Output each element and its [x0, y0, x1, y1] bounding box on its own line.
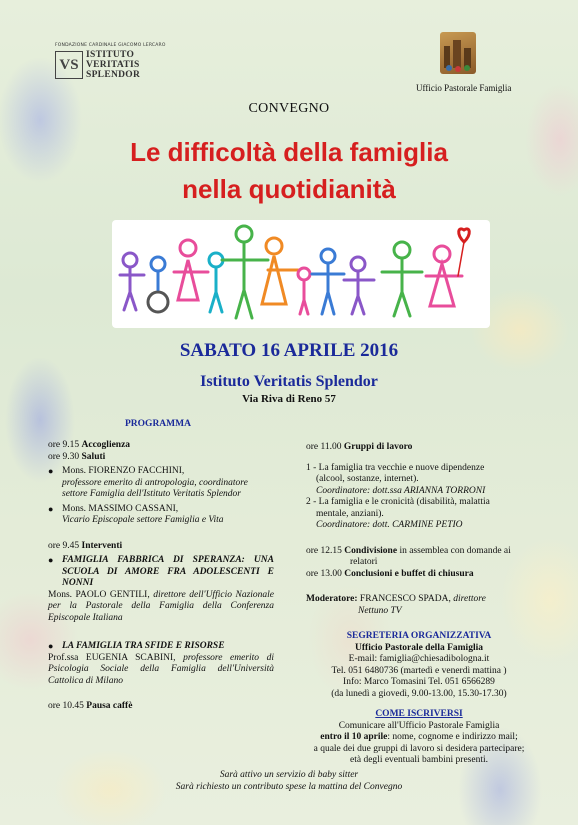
programme-heading: PROGRAMMA — [125, 419, 191, 429]
talk-1-speaker: Mons. PAOLO GENTILI, direttore dell'Ufficio Nazionale per la Pastorale della Famiglia della Conferenza Episcopale Italiana — [48, 589, 275, 623]
footer-line-1: Sarà attivo un servizio di baby sitter — [219, 770, 359, 780]
slot-condivisione-cont: relatori — [350, 557, 378, 567]
talk-2-speaker: Prof.ssa EUGENIA SCABINI, professore emerito di Psicologia Sociale della Famiglia dell'Università Cattolica di Milano — [48, 652, 274, 686]
logo-tagline: FONDAZIONE CARDINALE GIACOMO LERCARO — [55, 43, 166, 48]
saluti-item: ● Mons. MASSIMO CASSANI, Vicario Episcopale settore Famiglia e Vita — [48, 503, 224, 525]
event-date: SABATO 16 APRILE 2016 — [179, 340, 399, 361]
ufficio-caption: Ufficio Pastorale Famiglia — [416, 83, 512, 93]
bullet-icon: ● — [48, 641, 54, 651]
iscrizione-line-1: Comunicare all'Ufficio Pastorale Famiglia — [338, 720, 500, 731]
footer-notes — [0, 769, 578, 793]
group-1: 1 - La famiglia tra vecchie e nuove dipendenze — [306, 462, 485, 473]
slot-interventi: ore 9.45 Interventi — [48, 540, 123, 551]
segreteria-hours: (da lunedì a giovedì, 9.00-13.00, 15.30-17.30) — [331, 688, 507, 699]
logo-name-1: ISTITUTO — [86, 50, 135, 60]
segreteria-email: E-mail: famiglia@chiesadibologna.it — [348, 654, 490, 664]
segreteria-info: Info: Marco Tomasini Tel. 051 6566289 — [343, 677, 495, 687]
group-2: 2 - La famiglia e le cronicità (disabilità, malattia — [306, 497, 490, 507]
saluti-item: ● Mons. FIORENZO FACCHINI, professore emerito di antropologia, coordinatore settore Famiglia dell'Istituto Veritatis Splendor — [48, 466, 248, 499]
slot-accoglienza: ore 9.15 Accoglienza — [48, 440, 131, 450]
iscrizione-line-3: a quale dei due gruppi di lavoro si desidera partecipare; — [313, 743, 525, 754]
group-2-detail: mentale, anziani). — [316, 508, 384, 519]
event-venue: Istituto Veritatis Splendor — [200, 373, 378, 390]
bullet-icon: ● — [48, 466, 54, 476]
event-address: Via Riva di Reno 57 — [242, 393, 336, 405]
footer-line-2: Sarà richiesto un contributo spese la mattina del Convegno — [175, 782, 403, 792]
slot-saluti: ore 9.30 Saluti — [48, 451, 106, 462]
group-1-detail: (alcool, sostanze, internet). — [316, 474, 419, 484]
page-title — [0, 134, 578, 208]
slot-conclusioni: ore 13.00 Conclusioni e buffet di chiusura — [306, 568, 474, 579]
bullet-icon: ● — [48, 503, 54, 514]
talk-2-title: ● LA FAMIGLIA TRA SFIDE E RISORSE — [48, 641, 225, 651]
slot-gruppi: ore 11.00 Gruppi di lavoro — [306, 442, 413, 452]
family-drawing-illustration — [112, 220, 490, 328]
ufficio-famiglia-logo — [440, 32, 476, 74]
moderatore: Moderatore: FRANCESCO SPADA, direttore — [306, 594, 486, 604]
iscrizione-line-2: entro il 10 aprile: nome, cognome e indirizzo mail; — [320, 732, 518, 742]
speaker-role: professore emerito di antropologia, coordinatore settore Famiglia dell'Istituto Veritatis Splendor — [62, 477, 248, 499]
group-1-coordinator: Coordinatore: dott.ssa ARIANNA TORRONI — [316, 485, 486, 496]
talk-1-title: ● FAMIGLIA FABBRICA DI SPERANZA: UNA SCUOLA DI AMORE FRA ADOLESCENTI E NONNI — [48, 555, 274, 588]
convegno-kicker: CONVEGNO — [248, 101, 330, 116]
iscrizione-line-4: età degli eventuali bambini presenti. — [350, 755, 488, 765]
programme-left-column — [48, 440, 274, 713]
group-2-coordinator: Coordinatore: dott. CARMINE PETIO — [316, 520, 463, 530]
speaker-role: Vicario Episcopale settore Famiglia e Vita — [62, 515, 224, 525]
logo-mark: VS — [55, 51, 83, 79]
bullet-icon: ● — [48, 555, 54, 565]
iscrizione-heading: COME ISCRIVERSI — [375, 709, 463, 719]
moderatore-role: Nettuno TV — [358, 605, 402, 616]
programme-right-column — [306, 442, 532, 767]
logo-name-2: VERITATIS — [86, 60, 140, 70]
istituto-logo — [55, 43, 166, 80]
segreteria-heading: SEGRETERIA ORGANIZZATIVA — [346, 631, 492, 641]
slot-condivisione: ore 12.15 Condivisione in assemblea con domande ai — [306, 545, 511, 556]
segreteria-office: Ufficio Pastorale della Famiglia — [355, 642, 483, 653]
logo-name-3: SPLENDOR — [86, 70, 141, 80]
title-line-2: nella quotidianità — [182, 174, 396, 204]
title-line-1: Le difficoltà della famiglia — [130, 137, 448, 167]
segreteria-tel: Tel. 051 6480736 (martedì e venerdì mattina ) — [331, 665, 507, 676]
slot-pausa: ore 10.45 Pausa caffè — [48, 701, 133, 711]
